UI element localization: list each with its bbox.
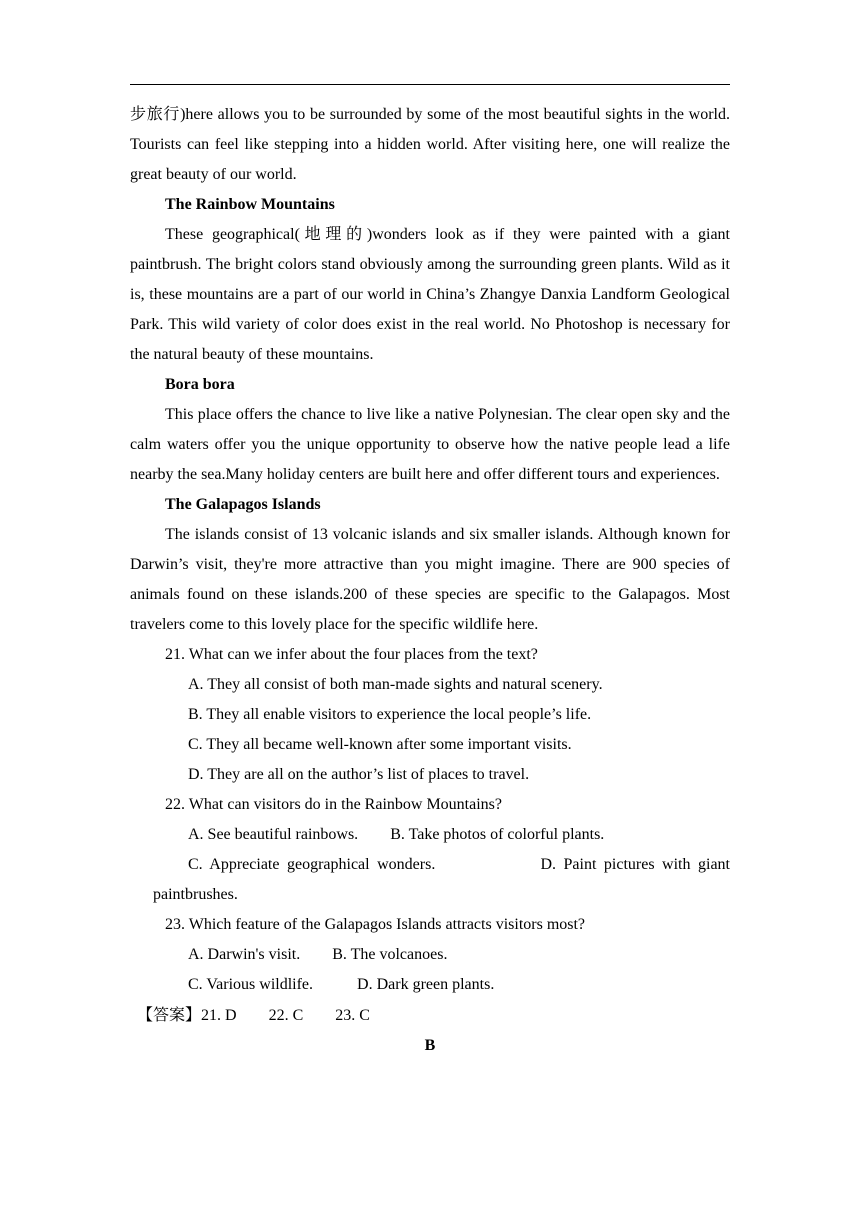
- options-22-row1: [130, 820, 730, 850]
- option-23-a: A. Darwin's visit.: [188, 946, 301, 963]
- option-23-d: D. Dark green plants.: [357, 976, 495, 993]
- option-22-c: C. Appreciate geographical wonders.: [188, 856, 436, 873]
- option-22-d: D. Paint pictures with giant: [540, 856, 730, 873]
- passage-paragraph-galapagos: The islands consist of 13 volcanic islands and six smaller islands. Although known for Darwin’s visit, they're more attractive than you might imagine. There are 900 species of animals found on these islands.200 of these species are specific to the Galapagos. Most travelers come to this lovely place for the specific wildlife here.: [130, 526, 730, 633]
- answer-23: 23. C: [335, 1007, 370, 1024]
- passage-paragraph-bora: This place offers the chance to live like a native Polynesian. The clear open sky and the calm waters offer you the unique opportunity to observe how the native people lead a life nearby the sea.Many holiday centers are built here and offer different tours and experiences.: [130, 406, 730, 483]
- options-23-row1: [130, 940, 730, 970]
- option-23-c: C. Various wildlife.: [188, 976, 314, 993]
- answer-22: 22. C: [268, 1007, 304, 1024]
- option-22-b: B. Take photos of colorful plants.: [390, 826, 605, 843]
- options-23-row2: [130, 970, 730, 1000]
- section-heading-bora-bora: Bora bora: [165, 376, 235, 393]
- document-body: [130, 100, 730, 1061]
- option-21-c: C. They all became well-known after some important visits.: [188, 736, 572, 753]
- passage-paragraph-rainbow: These geographical(地理的)wonders look as if they were painted with a giant paintbrush. The bright colors stand obviously among the surrounding green plants. Wild as it is, these mountains are a part of our world in China’s Zhangye Danxia Landform Geological Park. This wild variety of color does exist in the real world. No Photoshop is necessary for the natural beauty of these mountains.: [130, 226, 730, 363]
- answer-21: 21. D: [201, 1007, 237, 1024]
- section-heading-galapagos: The Galapagos Islands: [165, 496, 321, 513]
- option-21-a: A. They all consist of both man-made sights and natural scenery.: [188, 676, 603, 693]
- option-23-b: B. The volcanoes.: [332, 946, 448, 963]
- option-22-d-continued: paintbrushes.: [153, 886, 238, 903]
- passage-paragraph: 步旅行)here allows you to be surrounded by some of the most beautiful sights in the world. Tourists can feel like stepping into a hidden world. After visiting here, one will realize the great beauty of our world.: [130, 106, 730, 183]
- answer-label: 【答案】: [137, 1005, 202, 1024]
- header-rule: [130, 84, 730, 85]
- question-22: 22. What can visitors do in the Rainbow Mountains?: [165, 796, 502, 813]
- option-21-d: D. They are all on the author’s list of places to travel.: [188, 766, 530, 783]
- option-22-a: A. See beautiful rainbows.: [188, 826, 359, 843]
- question-21: 21. What can we infer about the four places from the text?: [165, 646, 538, 663]
- options-22-row2: [130, 850, 730, 880]
- section-heading-rainbow-mountains: The Rainbow Mountains: [165, 196, 335, 213]
- question-23: 23. Which feature of the Galapagos Islands attracts visitors most?: [165, 916, 586, 933]
- option-21-b: B. They all enable visitors to experience the local people’s life.: [188, 706, 592, 723]
- answer-key: [130, 1000, 730, 1031]
- section-label-b: B: [424, 1037, 436, 1054]
